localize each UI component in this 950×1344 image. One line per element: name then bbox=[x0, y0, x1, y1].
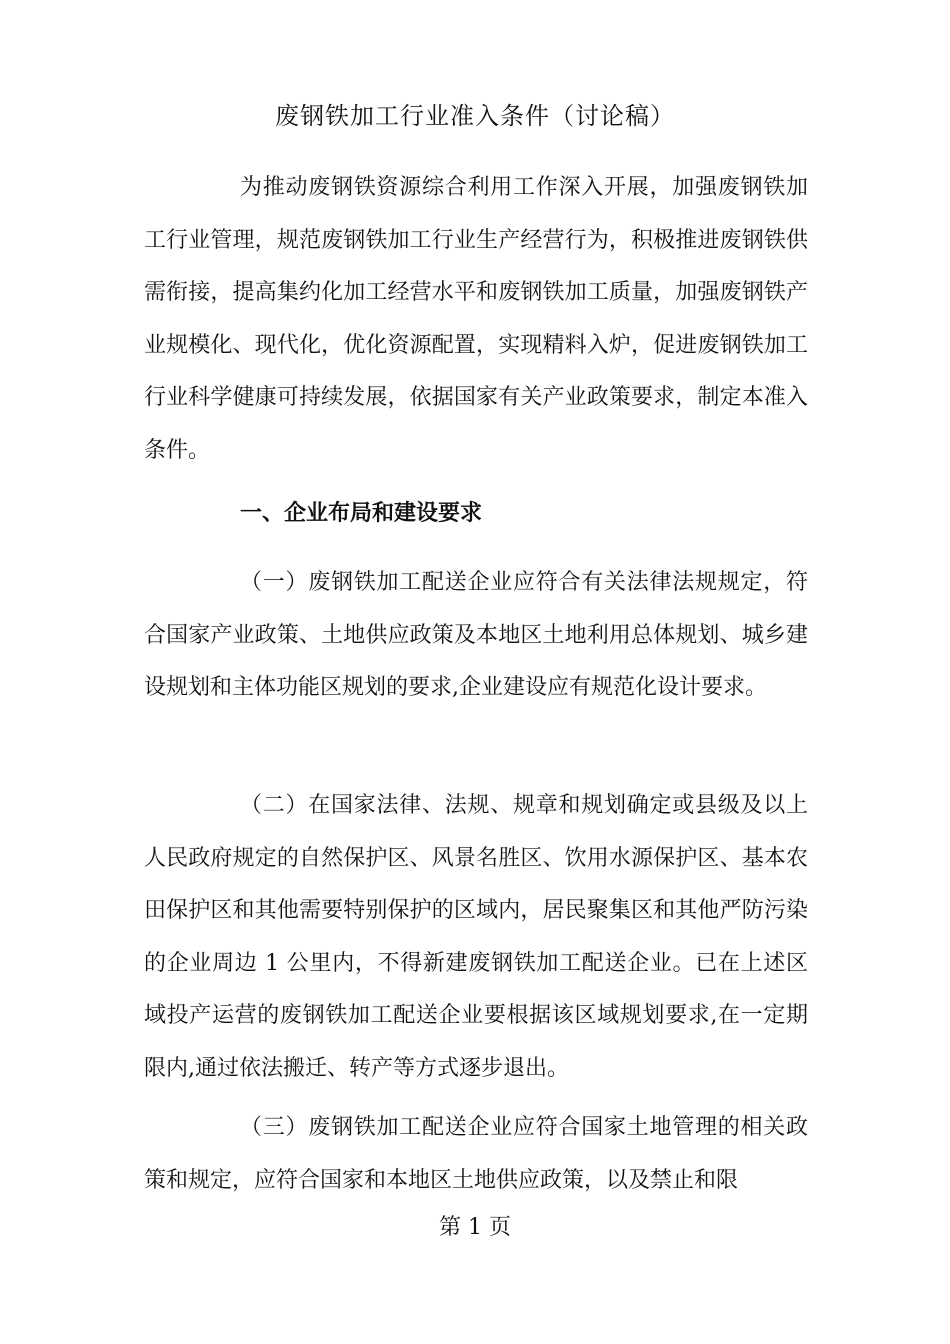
section-heading: 一、企业布局和建设要求 bbox=[240, 501, 483, 526]
document-title: 废钢铁加工行业准入条件（讨论稿） bbox=[275, 102, 675, 130]
clause-paragraph-2: （二）在国家法律、法规、规章和规划确定或县级及以上人民政府规定的自然保护区、风景名胜区、饮用水源保护区、基本农田保护区和其他需要特别保护的区域内，居民聚集区和其他严防污染的企业周边 1 公里内，不得新建废钢铁加工配送企业。已在上述区域投产运营的废钢铁加工配送企业要根据该区域规划要求,在一定期限内,通过依法搬迁、转产等方式逐步退出。 bbox=[144, 793, 808, 1081]
page-number: 第 1 页 bbox=[439, 1215, 511, 1240]
clause-paragraph-1: （一）废钢铁加工配送企业应符合有关法律法规规定，符合国家产业政策、土地供应政策及本地区土地利用总体规划、城乡建设规划和主体功能区规划的要求,企业建设应有规范化设计要求。 bbox=[144, 570, 808, 700]
clause-paragraph-3: （三）废钢铁加工配送企业应符合国家土地管理的相关政策和规定，应符合国家和本地区土地供应政策，以及禁止和限 bbox=[144, 1115, 808, 1193]
intro-paragraph: 为推动废钢铁资源综合利用工作深入开展，加强废钢铁加工行业管理，规范废钢铁加工行业生产经营行为，积极推进废钢铁供需衔接，提高集约化加工经营水平和废钢铁加工质量，加强废钢铁产业规模化、现代化，优化资源配置，实现精料入炉，促进废钢铁加工行业科学健康可持续发展，依据国家有关产业政策要求，制定本准入条件。 bbox=[144, 175, 808, 463]
